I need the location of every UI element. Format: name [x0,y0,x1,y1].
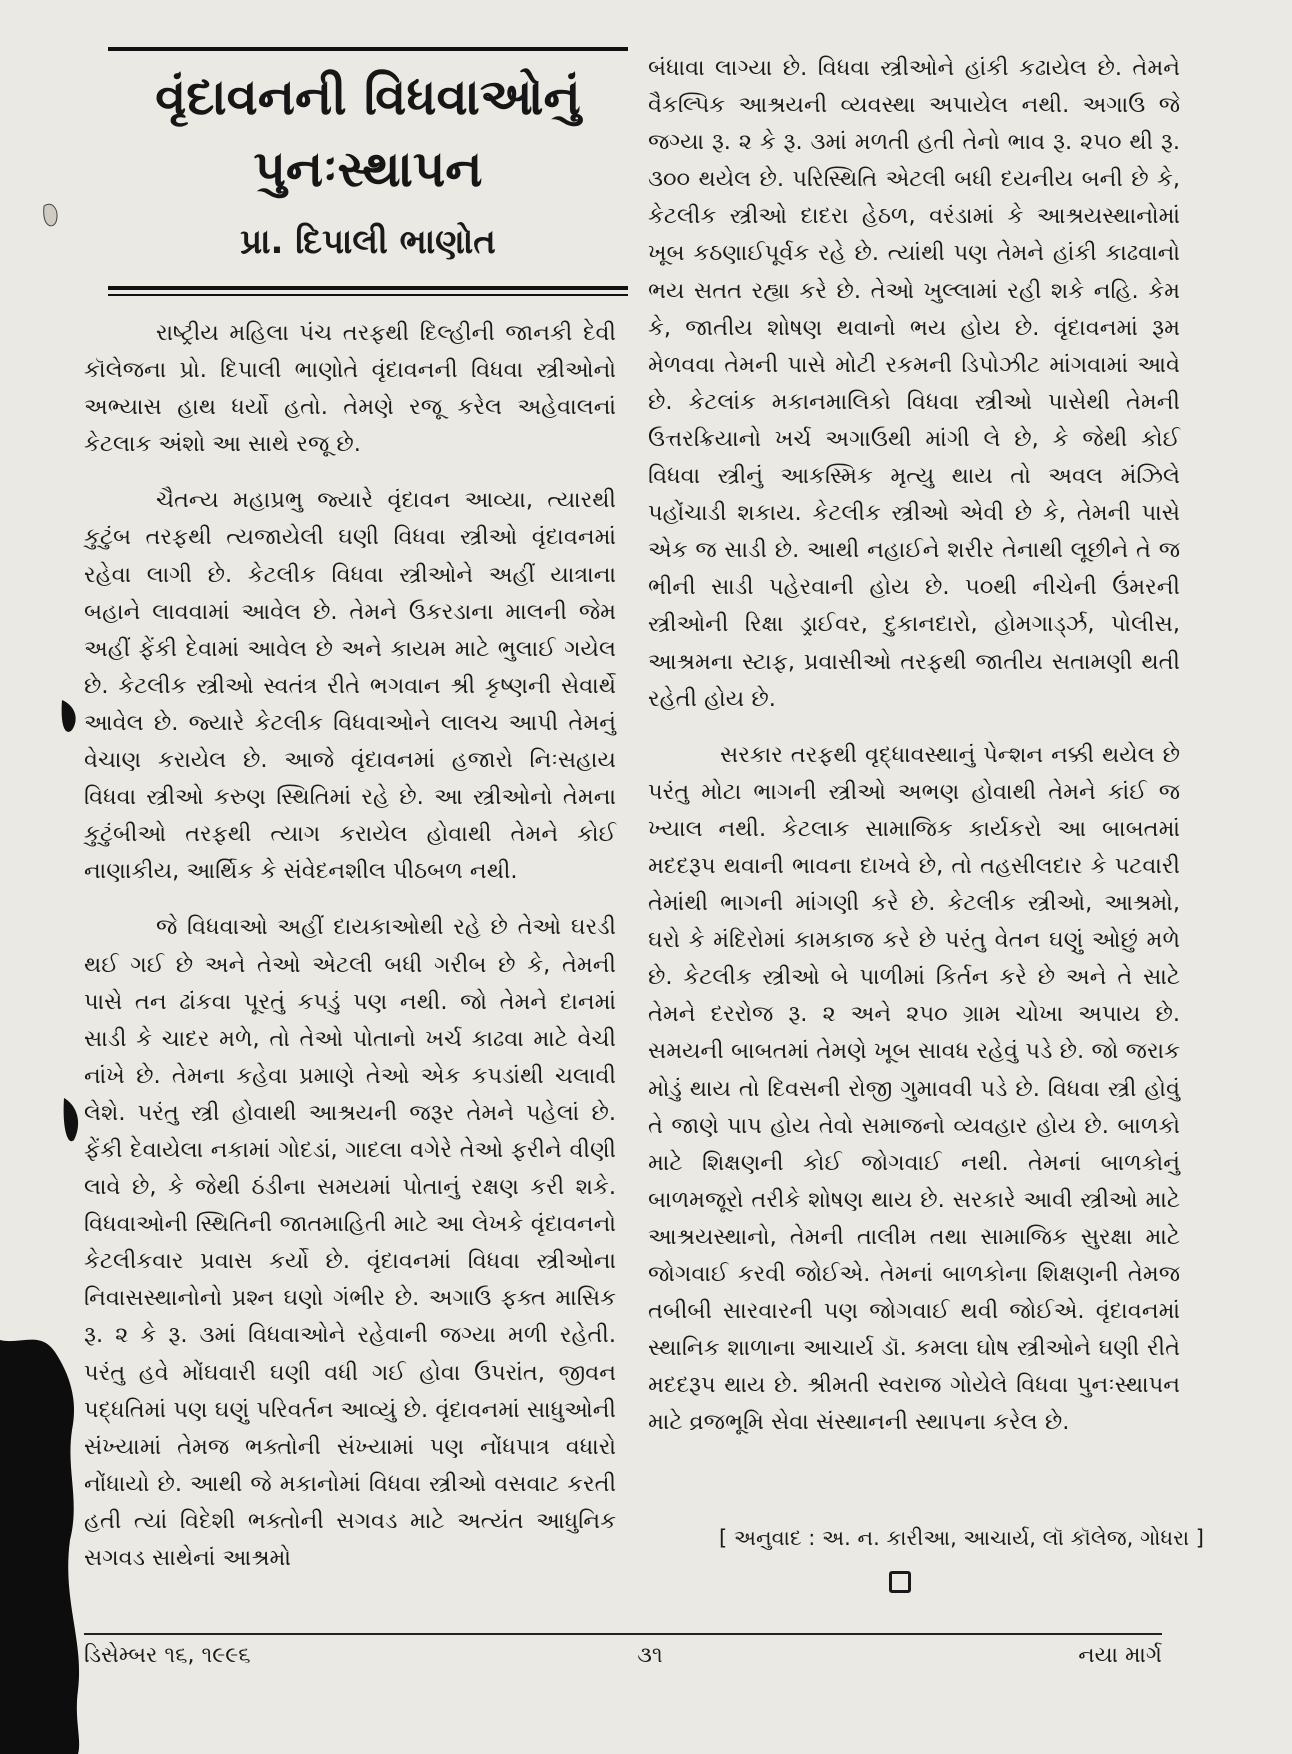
right-paragraph: સરકાર તરફથી વૃદ્ધાવસ્થાનું પેન્શન નક્કી થયેલ છે પરંતુ મોટા ભાગની સ્ત્રીઓ અભણ હોવાથી તેમને કાંઈ જ ખ્યાલ નથી. કેટલાક સામાજિક કાર્યકરો આ બાબતમાં મદદરૂપ થવાની ભાવના દાખવે છે, તો તહસીલદાર કે પટવારી તેમાંથી ભાગની માંગણી કરે છે. કેટલીક સ્ત્રીઓ, આશ્રમો, ઘરો કે મંદિરોમાં કામકાજ કરે છે પરંતુ વેતન ઘણું ઓછું મળે છે. કેટલીક સ્ત્રીઓ બે પાળીમાં કિર્તન કરે છે અને તે સાટે તેમને દરરોજ રૂ. ૨ અને ૨૫૦ ગ્રામ ચોખા અપાય છે. સમયની બાબતમાં તેમણે ખૂબ સાવધ રહેવું પડે છે. જો જરાક મોડું થાય તો દિવસની રોજી ગુમાવવી પડે છે. વિધવા સ્ત્રી હોવું તે જાણે પાપ હોય તેવો સમાજનો વ્યવહાર હોય છે. બાળકો માટે શિક્ષણની કોઈ જોગવાઈ નથી. તેમનાં બાળકોનું બાળમજૂરો તરીકે શોષણ થાય છે. સરકારે આવી સ્ત્રીઓ માટે આશ્રયસ્થાનો, તેમની તાલીમ તથા સામાજિક સુરક્ષા માટે જોગવાઈ કરવી જોઈએ. તેમનાં બાળકોના શિક્ષણની તેમજ તબીબી સારવારની પણ જોગવાઈ થવી જોઈએ. વૃંદાવનમાં સ્થાનિક શાળાના આચાર્ય ડૉ. કમલા ઘોષ સ્ત્રીઓને ઘણી રીતે મદદરૂપ થાય છે. શ્રીમતી સ્વરાજ ગોયેલે વિધવા પુનઃસ્થાપન માટે વ્રજભૂમિ સેવા સંસ્થાનની સ્થાપના કરેલ છે. [648,741,1180,1436]
right-paragraph-continued: બંધાવા લાગ્યા છે. વિધવા સ્ત્રીઓને હાંકી કઢાયેલ છે. તેમને વૈકલ્પિક આશ્રયની વ્યવસ્થા અપાયેલ નથી. અગાઉ જે જગ્યા રૂ. ૨ કે રૂ. ૩માં મળતી હતી તેનો ભાવ રૂ. ૨૫૦ થી રૂ. ૩૦૦ થયેલ છે. પરિસ્થિતિ એટલી બધી દયનીય બની છે કે, કેટલીક સ્ત્રીઓ દાદરા હેઠળ, વરંડામાં કે આશ્રયસ્થાનોમાં ખૂબ કઠણાઈપૂર્વક રહે છે. ત્યાંથી પણ તેમને હાંકી કાઢવાનો ભય સતત રહ્યા કરે છે. તેઓ ખુલ્લામાં રહી શકે નહિ. કેમ કે, જાતીય શોષણ થવાનો ભય હોય છે. વૃંદાવનમાં રૂમ મેળવવા તેમની પાસે મોટી રકમની ડિપોઝીટ માંગવામાં આવે છે. કેટલાંક મકાનમાલિકો વિધવા સ્ત્રીઓ પાસેથી તેમની ઉત્તરક્રિયાનો ખર્ચ અગાઉથી માંગી લે છે, કે જેથી કોઈ વિધવા સ્ત્રીનું આકસ્મિક મૃત્યુ થાય તો અવલ મંઝિલે પહોંચાડી શકાય. કેટલીક સ્ત્રીઓ એવી છે કે, તેમની પાસે એક જ સાડી છે. આથી નહાઈને શરીર તેનાથી લૂછીને તે જ ભીની સાડી પહેરવાની હોય છે. ૫૦થી નીચેની ઉંમરની સ્ત્રીઓની રિક્ષા ડ્રાઈવર, દુકાનદારો, હોમગાર્ડ્ઝ, પોલીસ, આશ્રમના સ્ટાફ, પ્રવાસીઓ તરફથી જાતીય સતામણી થતી રહેતી હોય છે. [648,55,1180,712]
magazine-name: નયા માર્ગ [1078,1643,1162,1668]
article-author: પ્રા. દિપાલી ભાણોત [240,222,496,262]
article-title-line-2: પુનઃસ્થાપન [253,140,483,198]
left-paragraph: રાષ્ટ્રીય મહિલા પંચ તરફથી દિલ્હીની જાનકી દેવી કૉલેજના પ્રો. દિપાલી ભાણોતે વૃંદાવનની વિધવા સ્ત્રીઓનો અભ્યાસ હાથ ધર્યો હતો. તેમણે રજૂ કરેલ અહેવાલનાં કેટલાક અંશો આ સાથે રજૂ છે. [84,320,616,458]
page-number: ૩૧ [637,1643,663,1668]
footer-date: ડિસેમ્બર ૧૬, ૧૯૯૬ [84,1643,251,1668]
left-paragraph: જે વિધવાઓ અહીં દાયકાઓથી રહે છે તેઓ ઘરડી થઈ ગઈ છે અને તેઓ એટલી બધી ગરીબ છે કે, તેમની પાસે તન ઢાંકવા પૂરતું કપડું પણ નથી. જો તેમને દાનમાં સાડી કે ચાદર મળે, તો તેઓ પોતાનો ખર્ચ કાઢવા માટે વેચી નાંખે છે. તેમના કહેવા પ્રમાણે તેઓ એક કપડાંથી ચલાવી લેશે. પરંતુ સ્ત્રી હોવાથી આશ્રયની જરૂર તેમને પહેલાં છે. ફેંકી દેવાયેલા નકામાં ગોદડાં, ગાદલા વગેરે તેઓ ફરીને વીણી લાવે છે, કે જેથી ઠંડીના સમયમાં પોતાનું રક્ષણ કરી શકે. વિધવાઓની સ્થિતિની જાતમાહિતી માટે આ લેખકે વૃંદાવનનો કેટલીકવાર પ્રવાસ કર્યો છે. વૃંદાવનમાં વિધવા સ્ત્રીઓના નિવાસસ્થાનોનો પ્રશ્ન ઘણો ગંભીર છે. અગાઉ ફક્ત માસિક રૂ. ૨ કે રૂ. ૩માં વિધવાઓને રહેવાની જગ્યા મળી રહેતી. પરંતુ હવે મોંઘવારી ઘણી વધી ગઈ હોવા ઉપરાંત, જીવન પદ્ધતિમાં પણ ઘણું પરિવર્તન આવ્યું છે. વૃંદાવનમાં સાધુઓની સંખ્યામાં તેમજ ભક્તોની સંખ્યામાં પણ નોંધપાત્ર વધારો નોંધાયો છે. આથી જે મકાનોમાં વિધવા સ્ત્રીઓ વસવાટ કરતી હતી ત્યાં વિદેશી ભક્તોની સગવડ માટે અત્યંત આધુનિક સગવડ સાથેનાં આશ્રમો [84,914,616,1571]
torn-edge-bottom-left [0,1340,79,1754]
article-title-line-1: વૃંદાવનની વિધવાઓનું [155,68,581,126]
torn-edge-mid-left [62,700,76,732]
left-paragraph: ચૈતન્ય મહાપ્રભુ જ્યારે વૃંદાવન આવ્યા, ત્યારથી કુટુંબ તરફથી ત્યજાયેલી ઘણી વિધવા સ્ત્રીઓ વૃંદાવનમાં રહેવા લાગી છે. કેટલીક વિધવા સ્ત્રીઓને અહીં યાત્રાના બહાને લાવવામાં આવેલ છે. તેમને ઉકરડાના માલની જેમ અહીં ફેંકી દેવામાં આવેલ છે અને કાયમ માટે ભુલાઈ ગયેલ છે. કેટલીક સ્ત્રીઓ સ્વતંત્ર રીતે ભગવાન શ્રી કૃષ્ણની સેવાર્થે આવેલ છે. જ્યારે કેટલીક વિધવાઓને લાલચ આપી તેમનું વેચાણ કરાયેલ છે. આજે વૃંદાવનમાં હજારો નિઃસહાય વિધવા સ્ત્રીઓ કરુણ સ્થિતિમાં રહે છે. આ સ્ત્રીઓનો તેમના કુટુંબીઓ તરફથી ત્યાગ કરાયેલ હોવાથી તેમને કોઈ નાણાકીય, આર્થિક કે સંવેદનશીલ પીઠબળ નથી. [84,487,616,885]
torn-edge-lower-left [64,1098,78,1141]
paper-tear-upper-left [44,204,57,226]
translator-credit: [ અનુવાદ : અ. ન. કારીઆ, આચાર્ય, લૉ કૉલેજ, ગોધરા ] [718,1526,1204,1550]
